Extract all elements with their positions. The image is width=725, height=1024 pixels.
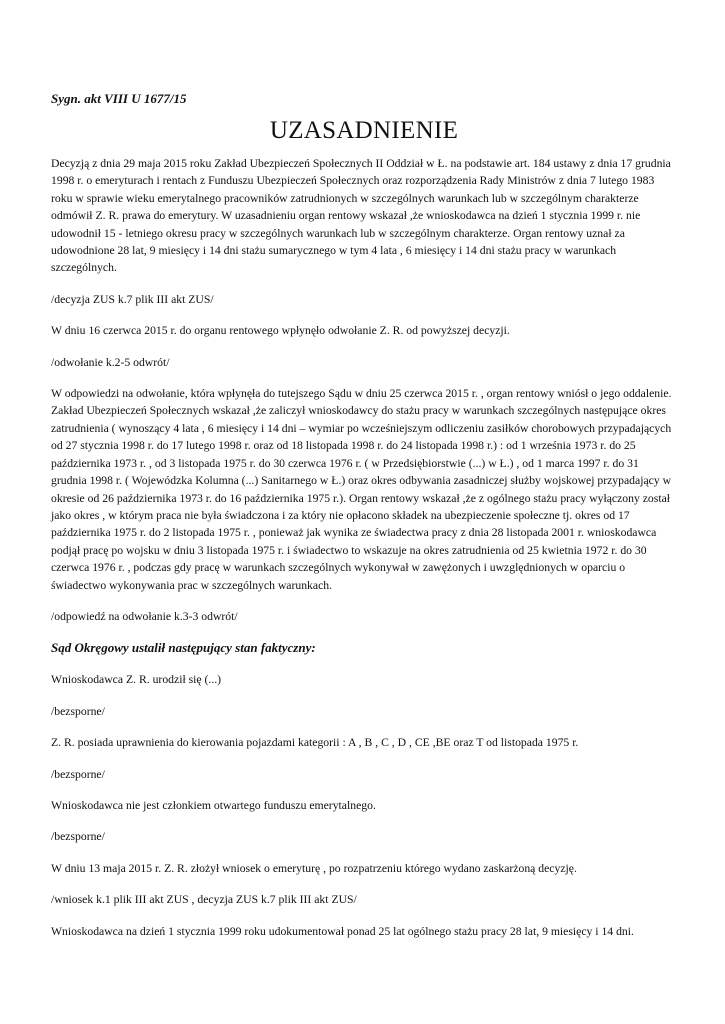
finding-birth: Wnioskodawca Z. R. urodził się (...) bbox=[51, 673, 222, 687]
paragraph-appeal: W dniu 16 czerwca 2015 r. do organu rentowego wpłynęło odwołanie Z. R. od powyższej decyzji. bbox=[51, 324, 510, 338]
finding-application: W dniu 13 maja 2015 r. Z. R. złożył wniosek o emeryturę , po rozpatrzeniu którego wydano zaskarżoną decyzję. bbox=[51, 861, 577, 875]
citation-application: /wniosek k.1 plik III akt ZUS , decyzja ZUS k.7 plik III akt ZUS/ bbox=[51, 893, 357, 907]
paragraph-decision: Decyzją z dnia 29 maja 2015 roku Zakład Ubezpieczeń Społecznych II Oddział w Ł. na podstawie art. 184 ustawy z dnia 17 grudnia 1998 r. o emeryturach i rentach z Funduszu Ubezpieczeń Społecznych oraz rozporządzenia Rady Ministrów z dnia 7 lutego 1983 roku w sprawie wieku emerytalnego pracowników zatrudnionych w szczególnych warunkach lub w szczególnym charakterze odmówił Z. R. prawa do emerytury. W uzasadnieniu organ rentowy wskazał ,że wnioskodawca na dzień 1 stycznia 1999 r. nie udowodnił 15 - letniego okresu pracy w szczególnych warunkach lub w szczególnym charakterze. Organ rentowy uznał za udowodnione 28 lat, 9 miesięcy i 14 dni stażu sumarycznego w tym 4 lata , 6 miesięcy i 14 dni stażu pracy w warunkach szczególnych. bbox=[51, 157, 671, 275]
finding-ofe: Wnioskodawca nie jest członkiem otwartego funduszu emerytalnego. bbox=[51, 798, 376, 812]
findings-heading: Sąd Okręgowy ustalił następujący stan faktyczny: bbox=[51, 640, 316, 656]
citation-decision: /decyzja ZUS k.7 plik III akt ZUS/ bbox=[51, 292, 214, 306]
citation-response: /odpowiedź na odwołanie k.3-3 odwrót/ bbox=[51, 609, 238, 623]
case-number: Sygn. akt VIII U 1677/15 bbox=[51, 91, 187, 106]
citation-undisputed: /bezsporne/ bbox=[51, 767, 105, 781]
finding-license: Z. R. posiada uprawnienia do kierowania pojazdami kategorii : A , B , C , D , CE ,BE oraz T od listopada 1975 r. bbox=[51, 736, 579, 750]
finding-seniority: Wnioskodawca na dzień 1 stycznia 1999 roku udokumentował ponad 25 lat ogólnego stażu pracy 28 lat, 9 miesięcy i 14 dni. bbox=[51, 924, 634, 938]
citation-undisputed: /bezsporne/ bbox=[51, 830, 105, 844]
citation-undisputed: /bezsporne/ bbox=[51, 704, 105, 718]
document-body bbox=[51, 90, 677, 954]
paragraph-response: W odpowiedzi na odwołanie, która wpłynęła do tutejszego Sądu w dniu 25 czerwca 2015 r. , organ rentowy wniósł o jego oddalenie. Zakład Ubezpieczeń Społecznych wskazał ,że zaliczył wnioskodawcy do stażu pracy w warunkach szczególnych następujące okres zatrudnienia ( wynoszący 4 lata , 6 miesięcy i 14 dni – wymiar po wcześniejszym odliczeniu zasiłków chorobowych przypadających od 27 stycznia 1998 r. do 17 lutego 1998 r. oraz od 18 listopada 1998 r. do 24 listopada 1998 r.) : od 1 września 1973 r. do 25 października 1973 r. , od 3 listopada 1975 r. do 30 czerwca 1976 r. ( w Przedsiębiorstwie (...) w Ł.) , od 1 marca 1997 r. do 31 grudnia 1998 r. ( Wojewódzka Kolumna (...) Sanitarnego w Ł.) oraz okres odbywania zasadniczej służby wojskowej przypadający w okresie od 26 października 1973 r. do 16 października 1975 r.). Organ rentowy wskazał ,że z ogólnego stażu pracy wyłączony został jako okres , w którym praca nie była świadczona i za który nie opłacono składek na ubezpieczenie społeczne tj. okres od 17 października 1975 r. do 2 listopada 1975 r. , ponieważ jak wynika ze świadectwa pracy z dnia 28 listopada 2001 r. wnioskodawca podjął pracę po wojsku w dniu 3 listopada 1975 r. i świadectwo to wskazuje na okres zatrudnienia od 25 kwietnia 1972 r. do 30 czerwca 1976 r. , podczas gdy pracę w warunkach szczególnych wykonywał w zawężonych i uwzględnionych w oparciu o świadectwo wykonywania prac w szczególnych warunkach. bbox=[51, 387, 672, 592]
citation-appeal: /odwołanie k.2-5 odwrót/ bbox=[51, 355, 170, 369]
document-title: UZASADNIENIE bbox=[269, 117, 459, 144]
